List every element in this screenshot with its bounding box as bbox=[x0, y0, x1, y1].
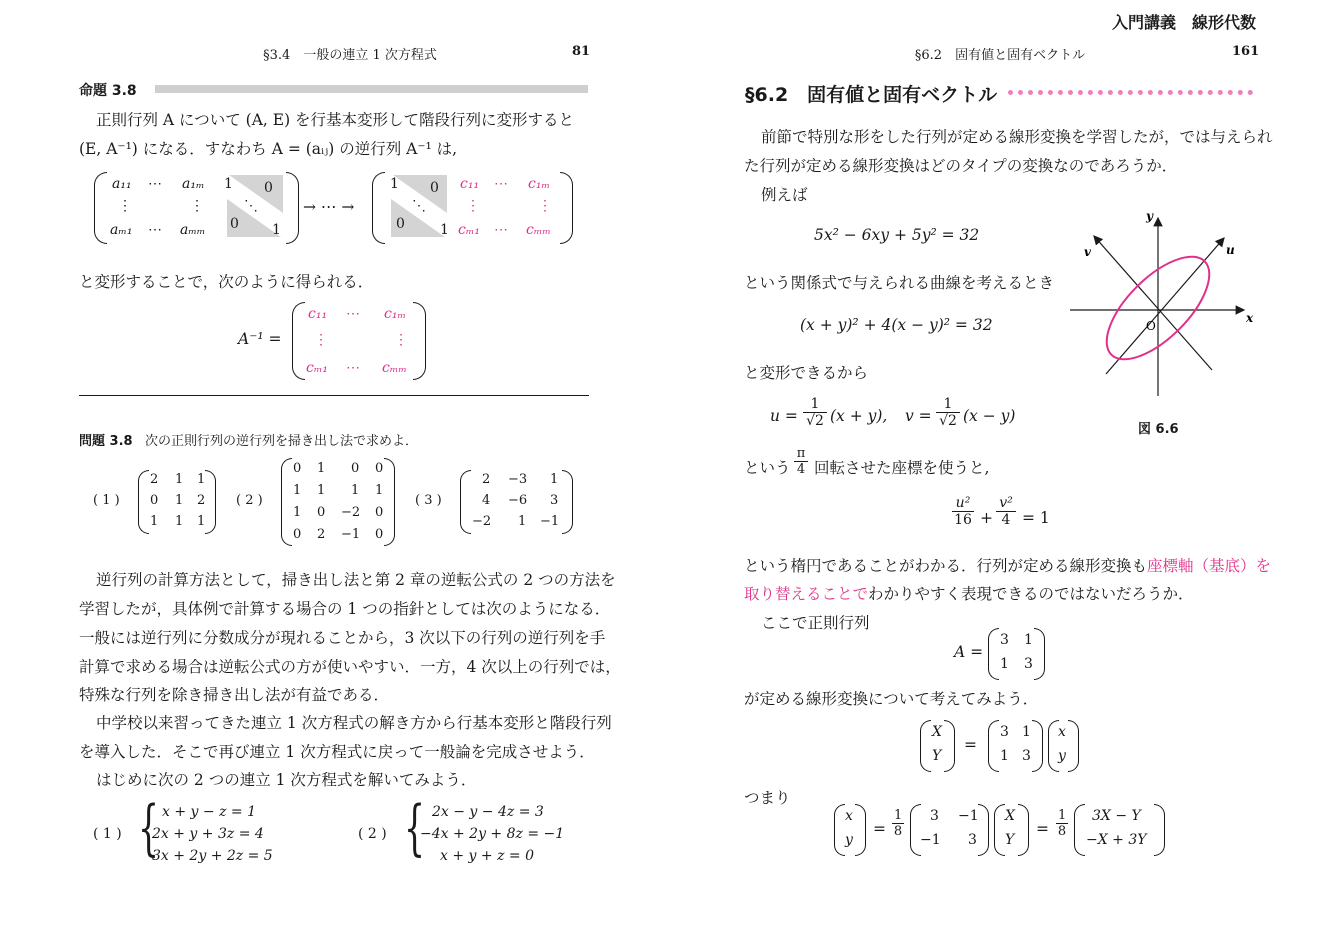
entry-c1m: c₁ₘ bbox=[528, 176, 551, 192]
system-2-label: ( 2 ) bbox=[358, 826, 387, 842]
cell: 1 bbox=[1000, 748, 1009, 764]
equation: −4x + 2y + 8z = −1 bbox=[420, 826, 565, 842]
system-brace: { bbox=[138, 793, 160, 863]
equation: x + y + z = 0 bbox=[440, 848, 534, 864]
body-line bbox=[744, 554, 1271, 576]
denominator: 4 bbox=[1001, 512, 1011, 528]
body-line: 計算で求める場合は逆転公式の方が使いやすい．一方，4 次以上の行列では， bbox=[79, 658, 621, 676]
paren-right bbox=[1018, 804, 1029, 856]
cell: 3 bbox=[1000, 632, 1009, 648]
cell: 0 bbox=[293, 527, 302, 542]
left-running-header: §3.4 一般の連立 1 次方程式 bbox=[263, 48, 437, 63]
cell: −X + 3Y bbox=[1086, 832, 1147, 848]
denominator: √2 bbox=[806, 413, 824, 429]
cell: 0 bbox=[375, 527, 384, 542]
cell: 4 bbox=[482, 493, 491, 508]
body-line: 中学校以来習ってきた連立 1 次方程式の解き方から行基本変形と階段行列 bbox=[96, 714, 612, 732]
cell: −3 bbox=[508, 472, 528, 487]
body-line: と変形できるから bbox=[744, 364, 869, 382]
system-brace: { bbox=[404, 793, 426, 863]
paren-left bbox=[988, 720, 999, 772]
cell: y bbox=[1058, 748, 1066, 764]
cell: −1 bbox=[958, 808, 979, 824]
entry-one: 1 bbox=[440, 222, 449, 238]
body-line: が定める線形変換について考えてみよう． bbox=[744, 690, 1039, 708]
plus: + bbox=[980, 509, 993, 527]
paren-left bbox=[138, 470, 149, 534]
problem-text: 次の正則行列の逆行列を掃き出し法で求めよ． bbox=[145, 434, 419, 449]
numerator: v² bbox=[999, 495, 1013, 511]
fraction-one-eighth bbox=[1056, 808, 1068, 839]
fraction bbox=[996, 495, 1016, 528]
proposition-text-2: (E, A⁻¹) になる．すなわち A = (aᵢⱼ) の逆行列 A⁻¹ は, bbox=[79, 140, 458, 158]
cell: 1 bbox=[351, 483, 360, 498]
equals: = bbox=[873, 820, 886, 838]
cell: 1 bbox=[317, 483, 326, 498]
matrix-lhs: A = bbox=[954, 643, 984, 661]
cell: 2 bbox=[317, 527, 326, 542]
equation-rewritten: (x + y)² + 4(x − y)² = 32 bbox=[800, 316, 993, 334]
body-line: ここで正則行列 bbox=[761, 614, 870, 632]
proposition-text-1: 正則行列 A について (A, E) を行基本変形して階段行列に変形すると bbox=[96, 111, 575, 129]
denominator: 4 bbox=[796, 462, 806, 477]
paren-right bbox=[413, 302, 426, 380]
entry-ddots: ⋱ bbox=[412, 198, 426, 214]
x-axis-label: x bbox=[1246, 311, 1254, 325]
cell: 0 bbox=[375, 461, 384, 476]
cell: 1 bbox=[317, 461, 326, 476]
figure-caption: 図 6.6 bbox=[1138, 422, 1179, 437]
cell: 1 bbox=[293, 505, 302, 520]
cell: Y bbox=[1005, 832, 1015, 848]
fraction bbox=[803, 396, 827, 429]
equation: x + y − z = 1 bbox=[162, 804, 256, 820]
paren-left bbox=[281, 458, 292, 546]
paren-right bbox=[1032, 720, 1043, 772]
cell: 2 bbox=[197, 493, 206, 508]
body-line: た行列が定める線形変換はどのタイプの変換なのであろうか． bbox=[744, 157, 1178, 175]
body-line: はじめに次の 2 つの連立 1 次方程式を解いてみよう． bbox=[96, 771, 477, 789]
u-axis bbox=[1106, 238, 1224, 374]
problem-label: 問題 3.8 bbox=[79, 434, 133, 449]
system-1-label: ( 1 ) bbox=[93, 826, 122, 842]
cell: 1 bbox=[175, 472, 184, 487]
paren-right bbox=[560, 172, 573, 244]
body-text: という bbox=[744, 459, 791, 477]
fraction bbox=[952, 495, 974, 528]
v-lhs: v = bbox=[905, 407, 932, 425]
cell: 0 bbox=[317, 505, 326, 520]
entry-vdots: ⋮ bbox=[466, 198, 480, 214]
paren-right bbox=[855, 804, 866, 856]
u-axis-label: u bbox=[1226, 243, 1235, 257]
cell: 0 bbox=[150, 493, 159, 508]
cell: 0 bbox=[351, 461, 360, 476]
entry-cmm: cₘₘ bbox=[526, 222, 552, 238]
cell: X bbox=[932, 724, 942, 740]
entry-dots: ⋯ bbox=[148, 222, 162, 238]
highlight-text: 取り替えることで bbox=[744, 585, 869, 603]
paren-left bbox=[292, 302, 305, 380]
cell: x bbox=[845, 808, 853, 824]
body-line: 前節で特別な形をした行列が定める線形変換を学習したが，では与えられ bbox=[761, 128, 1273, 146]
cell: 1 bbox=[150, 514, 159, 529]
paren-right bbox=[944, 720, 955, 772]
entry-dots: ⋯ bbox=[148, 176, 162, 192]
body-line: つまり bbox=[744, 789, 791, 807]
u-lhs: u = bbox=[770, 407, 798, 425]
equals-one: = 1 bbox=[1022, 509, 1050, 527]
cell: 1 bbox=[550, 472, 559, 487]
equation: 2x − y − 4z = 3 bbox=[432, 804, 544, 820]
cell: 1 bbox=[175, 493, 184, 508]
entry-vdots: ⋮ bbox=[394, 332, 408, 348]
problem-1-label: ( 1 ) bbox=[93, 493, 120, 508]
book-title: 入門講義 線形代数 bbox=[1112, 13, 1257, 32]
entry-cm1: cₘ₁ bbox=[306, 360, 329, 376]
numerator: 1 bbox=[894, 808, 903, 823]
equals: = bbox=[964, 736, 977, 754]
cell: 1 bbox=[197, 472, 206, 487]
cell: 1 bbox=[375, 483, 384, 498]
section-title: §6.2 固有値と固有ベクトル bbox=[745, 84, 998, 106]
cell: 0 bbox=[375, 505, 384, 520]
paren-left bbox=[994, 804, 1005, 856]
body-line: 逆行列の計算方法として，掃き出し法と第 2 章の逆転公式の 2 つの方法を bbox=[96, 571, 616, 589]
y-axis-label: y bbox=[1146, 209, 1153, 223]
cell: 2 bbox=[150, 472, 159, 487]
entry-dots: ⋯ bbox=[346, 306, 360, 322]
paren-right bbox=[1068, 720, 1079, 772]
u-rhs: (x + y), bbox=[830, 407, 888, 425]
transform-arrow: → ⋯ → bbox=[303, 198, 355, 216]
paren-left bbox=[988, 628, 999, 680]
entry-zero: 0 bbox=[264, 180, 273, 196]
paren-right bbox=[1034, 628, 1045, 680]
cell: 1 bbox=[197, 514, 206, 529]
entry-vdots: ⋮ bbox=[190, 198, 204, 214]
entry-one: 1 bbox=[390, 176, 399, 192]
problem-3-label: ( 3 ) bbox=[415, 493, 442, 508]
paren-right bbox=[286, 172, 299, 244]
paren-right bbox=[1154, 804, 1165, 856]
body-line: 一般には逆行列に分数成分が現れることから，3 次以下の行列の逆行列を手 bbox=[79, 629, 606, 647]
numerator: 1 bbox=[936, 396, 960, 413]
entry-one: 1 bbox=[272, 222, 281, 238]
cell: 3X − Y bbox=[1092, 808, 1141, 824]
body-line bbox=[744, 582, 1194, 604]
cell: 3 bbox=[930, 808, 939, 824]
cell: 3 bbox=[1024, 656, 1033, 672]
highlight-text: 座標軸（基底）を bbox=[1147, 557, 1272, 575]
paren-left bbox=[920, 720, 931, 772]
cell: −6 bbox=[508, 493, 528, 508]
equation-ellipse: 5x² − 6xy + 5y² = 32 bbox=[814, 226, 980, 244]
cell: 1 bbox=[1024, 632, 1033, 648]
inverse-lhs: A⁻¹ = bbox=[238, 330, 282, 348]
cell: y bbox=[845, 832, 853, 848]
pi-over-four bbox=[794, 446, 808, 477]
entry-zero: 0 bbox=[430, 180, 439, 196]
entry-am1: aₘ₁ bbox=[110, 222, 133, 238]
body-text: という楕円であることがわかる．行列が定める線形変換も bbox=[744, 557, 1148, 575]
entry-dots: ⋯ bbox=[346, 360, 360, 376]
cell: 1 bbox=[175, 514, 184, 529]
body-line: という関係式で与えられる曲線を考えるとき bbox=[744, 274, 1055, 292]
entry-one: 1 bbox=[224, 176, 233, 192]
proposition-label: 命題 3.8 bbox=[79, 83, 137, 99]
right-running-header: §6.2 固有値と固有ベクトル bbox=[914, 48, 1086, 63]
section-title-bar bbox=[1008, 90, 1253, 95]
cell: −1 bbox=[920, 832, 941, 848]
entry-dots: ⋯ bbox=[494, 222, 508, 238]
after-text: と変形することで，次のように得られる． bbox=[79, 273, 374, 291]
paren-right bbox=[562, 470, 573, 534]
equals: = bbox=[1036, 820, 1049, 838]
paren-left bbox=[94, 172, 107, 244]
paren-left bbox=[834, 804, 845, 856]
entry-c1m: c₁ₘ bbox=[384, 306, 407, 322]
cell: 2 bbox=[482, 472, 491, 487]
equation: 2x + y + 3z = 4 bbox=[152, 826, 264, 842]
entry-a11: a₁₁ bbox=[112, 176, 132, 192]
cell: x bbox=[1058, 724, 1066, 740]
entry-a1m: a₁ₘ bbox=[182, 176, 205, 192]
figure-ellipse-axes bbox=[1066, 206, 1258, 402]
proposition-end-rule bbox=[79, 395, 589, 396]
cell: 1 bbox=[518, 514, 527, 529]
entry-c11: c₁₁ bbox=[460, 176, 480, 192]
body-text: 回転させた座標を使うと, bbox=[814, 459, 990, 477]
entry-zero: 0 bbox=[396, 216, 405, 232]
entry-zero: 0 bbox=[230, 216, 239, 232]
entry-cm1: cₘ₁ bbox=[458, 222, 481, 238]
paren-left bbox=[372, 172, 385, 244]
paren-right bbox=[978, 804, 989, 856]
entry-vdots: ⋮ bbox=[314, 332, 328, 348]
fraction bbox=[936, 396, 960, 429]
entry-c11: c₁₁ bbox=[308, 306, 328, 322]
cell: 1 bbox=[293, 483, 302, 498]
numerator: u² bbox=[955, 495, 971, 511]
denominator: 8 bbox=[1057, 824, 1067, 839]
cell: 3 bbox=[550, 493, 559, 508]
body-line: 例えば bbox=[761, 186, 808, 204]
paren-left bbox=[460, 470, 471, 534]
v-rhs: (x − y) bbox=[963, 407, 1016, 425]
entry-vdots: ⋮ bbox=[118, 198, 132, 214]
cell: 1 bbox=[1000, 656, 1009, 672]
entry-vdots: ⋮ bbox=[538, 198, 552, 214]
right-page-number: 161 bbox=[1232, 44, 1260, 59]
numerator: π bbox=[794, 446, 808, 462]
cell: Y bbox=[932, 748, 942, 764]
cell: −2 bbox=[341, 505, 361, 520]
v-axis-label: v bbox=[1084, 245, 1091, 259]
problem-2-label: ( 2 ) bbox=[236, 493, 263, 508]
left-page-number: 81 bbox=[572, 44, 591, 59]
cell: −1 bbox=[341, 527, 361, 542]
cell: X bbox=[1005, 808, 1015, 824]
numerator: 1 bbox=[1058, 808, 1067, 823]
paren-right bbox=[205, 470, 216, 534]
denominator: 8 bbox=[893, 824, 903, 839]
entry-cmm: cₘₘ bbox=[382, 360, 408, 376]
fraction-one-eighth bbox=[892, 808, 904, 839]
entry-ddots: ⋱ bbox=[244, 198, 258, 214]
cell: 0 bbox=[293, 461, 302, 476]
paren-left bbox=[910, 804, 921, 856]
denominator: √2 bbox=[939, 413, 957, 429]
paren-left bbox=[1074, 804, 1085, 856]
denominator: 16 bbox=[954, 512, 972, 528]
cell: 3 bbox=[1000, 724, 1009, 740]
body-line: 学習したが，具体例で計算する場合の 1 つの指針としては次のようになる． bbox=[79, 600, 611, 618]
equation: 3x + 2y + 2z = 5 bbox=[152, 848, 273, 864]
body-line: 特殊な行列を除き掃き出し法が有益である． bbox=[79, 686, 390, 704]
cell: 1 bbox=[1022, 724, 1031, 740]
paren-right bbox=[384, 458, 395, 546]
numerator: 1 bbox=[803, 396, 827, 413]
proposition-bar bbox=[155, 85, 588, 93]
cell: 3 bbox=[968, 832, 977, 848]
cell: 3 bbox=[1022, 748, 1031, 764]
cell: −1 bbox=[540, 514, 560, 529]
body-text: わかりやすく表現できるのではないだろうか． bbox=[868, 585, 1194, 603]
entry-dots: ⋯ bbox=[494, 176, 508, 192]
cell: −2 bbox=[472, 514, 492, 529]
origin-label: O bbox=[1146, 319, 1156, 333]
body-line: を導入した．そこで再び連立 1 次方程式に戻って一般論を完成させよう． bbox=[79, 743, 595, 761]
entry-amm: aₘₘ bbox=[180, 222, 206, 238]
